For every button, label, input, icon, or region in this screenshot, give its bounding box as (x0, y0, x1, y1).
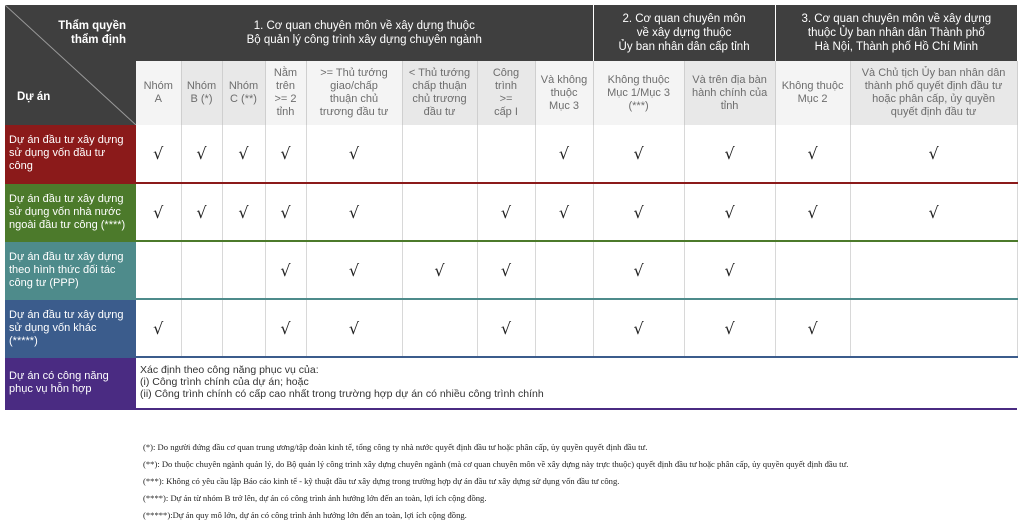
row-label-line: công tư (PPP) (9, 276, 79, 289)
subheader-line: cấp I (494, 106, 518, 118)
empty-cell (222, 299, 265, 357)
description-line: (ii) Công trình chính có cấp cao nhất trong trường hợp dự án có nhiều công trình chính (140, 388, 544, 400)
check-mark-icon: √ (593, 183, 684, 241)
empty-cell (402, 125, 477, 183)
empty-cell (775, 241, 850, 299)
check-mark-icon: √ (222, 183, 265, 241)
check-mark-icon: √ (265, 183, 306, 241)
subheader-line: Và không (540, 73, 588, 86)
corner-label-line: Thẩm quyền (58, 20, 126, 32)
subheader-line: hành chính của (691, 86, 768, 99)
table-row (5, 357, 1017, 409)
empty-cell (402, 299, 477, 357)
authority-table (5, 5, 1018, 410)
mixed-row-description (136, 357, 1017, 409)
subheader-line: chủ trương (412, 93, 467, 105)
subheader-line: (***) (628, 99, 649, 112)
subheader-line: giao/chấp (330, 80, 378, 92)
row-label-line: Dự án đầu tư xây dựng (9, 308, 124, 321)
check-mark-icon: √ (477, 241, 535, 299)
group-header-ministry (136, 5, 593, 61)
group-header-line: thuộc Ủy ban nhân dân Thành phố (807, 27, 985, 39)
table-row (5, 241, 1017, 299)
table-body (5, 125, 1017, 409)
corner-label-authority (58, 19, 126, 47)
subheader-line: Nằm (273, 67, 298, 79)
check-mark-icon: √ (535, 125, 593, 183)
check-mark-icon: √ (775, 125, 850, 183)
subheader-line: >= (499, 93, 513, 105)
empty-cell (850, 299, 1017, 357)
row-label-line: theo hình thức đối tác (9, 263, 116, 276)
row-label-line: sử dụng vốn nhà nước (9, 205, 121, 218)
subheader-line: < Thủ tướng (408, 67, 471, 79)
group-header-line: Ủy ban nhân dân cấp tỉnh (618, 41, 750, 53)
subheader-cell (265, 61, 306, 125)
group-header-province (593, 5, 775, 61)
row-label-line: công (9, 160, 33, 172)
corner-label-line: thẩm định (71, 34, 126, 46)
check-mark-icon: √ (181, 183, 222, 241)
check-mark-icon: √ (593, 125, 684, 183)
check-mark-icon: √ (684, 125, 775, 183)
subheader-line: hoặc phân cấp, ủy quyền (872, 93, 996, 105)
empty-cell (477, 125, 535, 183)
subheader-line: Mục 1/Mục 3 (607, 86, 671, 99)
subheader-line: tỉnh (720, 99, 739, 112)
subheader-line: Và Chủ tịch Ủy ban nhân dân (861, 67, 1006, 79)
subheader-line: Mục 2 (797, 93, 828, 105)
subheader-line: A (154, 93, 162, 105)
check-mark-icon: √ (402, 241, 477, 299)
group-header-line: Hà Nội, Thành phố Hồ Chí Minh (814, 41, 979, 53)
footnote: (*): Do người đứng đầu cơ quan trung ương/tập đoàn kinh tế, tổng công ty nhà nước quyết định đầu tư hoặc phân cấp, ủy quyền quyết định đầu tư. (143, 442, 648, 452)
row-label-line: Dự án có công năng (9, 370, 109, 382)
check-mark-icon: √ (593, 241, 684, 299)
subheader-line: tỉnh (276, 106, 295, 118)
table-row (5, 183, 1017, 241)
footnotes (143, 439, 848, 524)
check-mark-icon: √ (477, 299, 535, 357)
check-mark-icon: √ (535, 183, 593, 241)
empty-cell (181, 241, 222, 299)
row-label-line: sử dụng vốn khác (9, 321, 97, 334)
row-label-line: phục vụ hỗn hợp (9, 383, 92, 395)
subheader-row (5, 61, 1017, 125)
check-mark-icon: √ (684, 183, 775, 241)
check-mark-icon: √ (306, 125, 402, 183)
group-header-line: 3. Cơ quan chuyên môn về xây dựng (801, 13, 992, 25)
subheader-line: Và trên địa bàn (692, 73, 767, 86)
description-line: (i) Công trình chính của dự án; hoặc (140, 376, 309, 388)
check-mark-icon: √ (306, 183, 402, 241)
group-header-line: 2. Cơ quan chuyên môn (622, 13, 746, 25)
table-row (5, 299, 1017, 357)
subheader-line: Nhóm (186, 80, 217, 92)
subheader-line: thuận chủ (329, 93, 379, 105)
subheader-cell (402, 61, 477, 125)
group-header-line: Bộ quản lý công trình xây dựng chuyên ngành (246, 34, 482, 46)
subheader-line: quyết định đầu tư (890, 106, 977, 118)
subheader-line: Không thuộc (781, 80, 844, 92)
check-mark-icon: √ (222, 125, 265, 183)
group-header-line: 1. Cơ quan chuyên môn về xây dựng thuộc (253, 20, 475, 32)
subheader-cell (684, 61, 775, 125)
description-line: Xác định theo công năng phục vụ của: (140, 364, 319, 376)
subheader-line: Không thuộc (607, 73, 670, 86)
footnote: (*****):Dự án quy mô lớn, dự án có công trình ảnh hưởng lớn đến an toàn, lợi ích cộng đồng. (143, 510, 467, 520)
check-mark-icon: √ (477, 183, 535, 241)
subheader-line: C (**) (230, 93, 257, 105)
check-mark-icon: √ (684, 299, 775, 357)
check-mark-icon: √ (850, 183, 1017, 241)
subheader-line: thuộc (550, 86, 578, 99)
check-mark-icon: √ (181, 125, 222, 183)
subheader-line: trương đầu tư (319, 106, 389, 118)
subheader-line: chấp thuận (412, 80, 467, 92)
footnote: (**): Do thuộc chuyên ngành quản lý, do Bộ quản lý công trình xây dựng chuyên ngành (mà cơ quan chuyên môn về xây dựng này trực thuộc) quyết định đầu tư hoặc phân cấp, ủy quyền quyết định đầu tư. (143, 459, 849, 469)
row-label-line: Dự án đầu tư xây dựng (9, 192, 124, 205)
subheader-cell (850, 61, 1017, 125)
row-label-line: Dự án đầu tư xây dựng (9, 134, 124, 146)
subheader-cell (775, 61, 850, 125)
check-mark-icon: √ (136, 299, 181, 357)
subheader-line: Mục 3 (549, 99, 580, 112)
subheader-line: thành phố quyết định đầu tư (864, 80, 1003, 92)
subheader-line: B (*) (190, 93, 213, 105)
subheader-line: Nhóm (143, 80, 173, 92)
row-label-line: sử dụng vốn đầu tư (9, 147, 106, 159)
check-mark-icon: √ (265, 125, 306, 183)
check-mark-icon: √ (306, 299, 402, 357)
check-mark-icon: √ (265, 241, 306, 299)
check-mark-icon: √ (136, 125, 181, 183)
row-label-line: ngoài đầu tư công (****) (9, 218, 126, 231)
authority-table-wrapper (5, 5, 1017, 520)
row-label (5, 299, 136, 357)
check-mark-icon: √ (684, 241, 775, 299)
subheader-cell (222, 61, 265, 125)
subheader-line: Nhóm (228, 80, 259, 92)
row-label (5, 357, 136, 409)
subheader-cell (181, 61, 222, 125)
empty-cell (535, 241, 593, 299)
subheader-line: >= Thủ tướng (320, 67, 388, 79)
empty-cell (402, 183, 477, 241)
header-corner (5, 5, 136, 125)
footnote: (***): Không có yêu cầu lập Báo cáo kinh tế - kỹ thuật đầu tư xây dựng trong trường hợp dự án đầu tư xây dựng sử dụng vốn đầu tư công. (143, 476, 620, 486)
subheader-cell (136, 61, 181, 125)
check-mark-icon: √ (593, 299, 684, 357)
row-label-line: (*****) (9, 334, 38, 347)
subheader-cell (535, 61, 593, 125)
check-mark-icon: √ (136, 183, 181, 241)
check-mark-icon: √ (306, 241, 402, 299)
row-label (5, 241, 136, 299)
check-mark-icon: √ (775, 183, 850, 241)
row-label (5, 125, 136, 183)
subheader-line: đầu tư (423, 106, 456, 118)
corner-label-project: Dự án (17, 91, 51, 103)
group-header-line: về xây dựng thuộc (636, 27, 732, 39)
empty-cell (181, 299, 222, 357)
table-row (5, 125, 1017, 183)
footnote: (****): Dự án từ nhóm B trở lên, dự án có công trình ảnh hưởng lớn đến an toàn, lợi ích cộng đồng. (143, 493, 487, 503)
subheader-line: Công (492, 67, 520, 79)
subheader-cell (477, 61, 535, 125)
check-mark-icon: √ (265, 299, 306, 357)
check-mark-icon: √ (775, 299, 850, 357)
check-mark-icon: √ (850, 125, 1017, 183)
empty-cell (850, 241, 1017, 299)
subheader-line: >= 2 (274, 93, 297, 105)
group-header-city (775, 5, 1017, 61)
empty-cell (535, 299, 593, 357)
row-label-line: Dự án đầu tư xây dựng (9, 250, 124, 263)
empty-cell (136, 241, 181, 299)
subheader-cell (593, 61, 684, 125)
subheader-line: trình (494, 80, 517, 92)
empty-cell (222, 241, 265, 299)
subheader-cell (306, 61, 402, 125)
subheader-line: trên (276, 80, 295, 92)
row-label (5, 183, 136, 241)
